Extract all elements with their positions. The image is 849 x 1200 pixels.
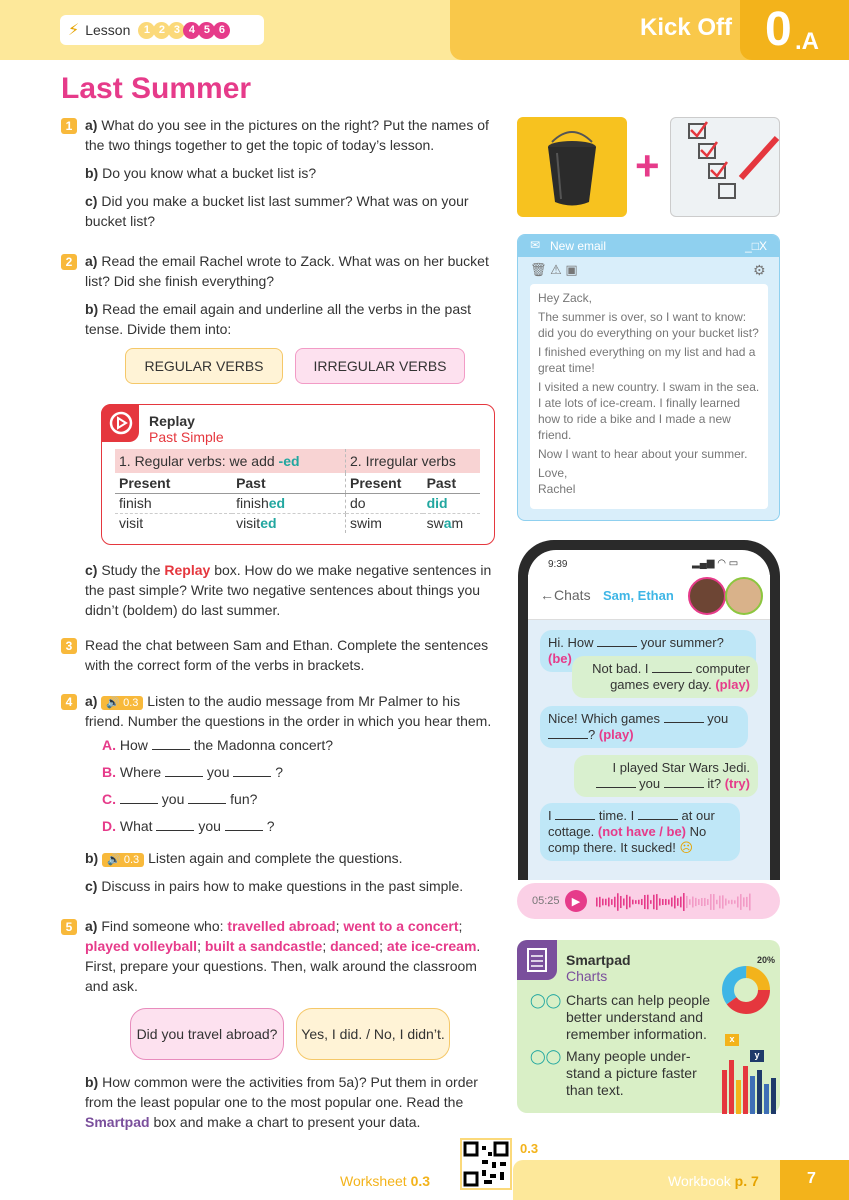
- avatar: [688, 577, 726, 615]
- waveform-bar: [719, 896, 721, 909]
- waveform-bar: [713, 894, 715, 910]
- waveform-bar: [653, 895, 655, 909]
- question-d: D. What you ?: [102, 818, 275, 834]
- chat-message: I played Star Wars Jedi. you it? (try): [574, 755, 758, 797]
- play-icon: ▶: [571, 895, 581, 908]
- irregular-header: 2. Irregular verbs: [346, 449, 480, 473]
- trash-icon[interactable]: 🗑: [530, 262, 547, 277]
- lesson-dot: 2: [153, 22, 170, 39]
- ex5-b: b) How common were the activities from 5a)? Put them in order from the least popular one to the most popular one. Read the Smartpad box and make a chart to present your data.: [85, 1074, 478, 1130]
- y-label: y: [750, 1050, 764, 1062]
- waveform-bar: [650, 900, 652, 904]
- table-row: finish finished do did: [115, 493, 480, 513]
- waveform-bar: [632, 900, 634, 905]
- waveform-bar: [683, 893, 685, 911]
- lesson-indicator: [60, 15, 264, 45]
- ex1-a: a) What do you see in the pictures on the right? Put the names of the two things together to get the topic of today’s lesson.: [85, 117, 489, 153]
- waveform-bar: [656, 894, 658, 910]
- audio-track[interactable]: 🔊 0.3: [101, 696, 143, 710]
- smartpad-subtitle: Charts: [566, 968, 608, 984]
- notepad-icon: [517, 940, 557, 980]
- glasses-icon: ◯◯: [530, 1048, 562, 1064]
- play-button[interactable]: [565, 890, 587, 912]
- qr-code[interactable]: [460, 1138, 512, 1190]
- ex1-b: b) Do you know what a bucket list is?: [85, 165, 317, 181]
- x-label: x: [725, 1034, 739, 1046]
- section-title: Kick Off: [640, 14, 733, 41]
- waveform-bar: [674, 896, 676, 909]
- waveform-bar: [689, 899, 691, 905]
- waveform-bar: [677, 898, 679, 906]
- waveform-bar: [701, 898, 703, 906]
- waveform-bar: [692, 897, 694, 908]
- worksheet-ref: Worksheet 0.3: [340, 1173, 431, 1189]
- waveform-bar: [731, 900, 733, 904]
- ex2-b: b) Read the email again and underline all the verbs in the past tense. Divide them into:: [85, 301, 472, 337]
- waveform-bar: [704, 898, 706, 906]
- replay-icon: [101, 404, 139, 442]
- checklist-picture: [670, 117, 780, 217]
- waveform-bar: [662, 899, 664, 905]
- lesson-dot: 1: [138, 22, 155, 39]
- replay-subtitle: Past Simple: [149, 429, 224, 445]
- exercise-number: 4: [61, 694, 77, 710]
- waveform-bar: [716, 900, 718, 904]
- speech-bubble-question: Did you travel abroad?: [130, 1008, 284, 1060]
- email-body: [530, 284, 768, 509]
- waveform-bar: [614, 897, 616, 908]
- waveform-bar: [623, 898, 625, 905]
- exercise-number: 5: [61, 919, 77, 935]
- bar-chart-icon: [720, 1050, 778, 1117]
- col-past: Past: [423, 473, 480, 493]
- ex2-c: c) Study the Replay box. How do we make negative sentences in the past simple? Write two negative sentences about things you didn’t (boldem) do last summer.: [85, 562, 492, 618]
- waveform-bar: [740, 894, 742, 910]
- mail-icon: ✉: [530, 238, 541, 252]
- page-title: Last Summer: [61, 72, 252, 105]
- table-row: visit visited swim swam: [115, 513, 480, 533]
- waveform-bar: [620, 896, 622, 908]
- waveform-bar: [635, 900, 637, 904]
- lesson-dot: 5: [198, 22, 215, 39]
- avatar: [725, 577, 763, 615]
- unit-sub: .A: [795, 28, 819, 55]
- waveform-bar: [734, 900, 736, 903]
- window-controls[interactable]: _□X: [745, 239, 767, 253]
- audio-track[interactable]: 🔊 0.3: [102, 853, 144, 867]
- waveform-bar: [617, 893, 619, 911]
- email-toolbar: [530, 262, 578, 278]
- ex5-a: a) Find someone who: travelled abroad; went to a concert; played volleyball; built a sandcastle; danced; ate ice-cream. First, prepare your questions. Then, walk around the classroom and ask.: [85, 918, 481, 994]
- email-paragraph: I visited a new country. I swam in the sea. I ate lots of ice-cream. I finally learned how to ride a bike and I made a new friend.: [538, 380, 760, 442]
- email-paragraph: Now I want to hear about your summer.: [538, 447, 748, 461]
- waveform: [596, 890, 756, 917]
- irregular-verbs-box: IRREGULAR VERBS: [295, 348, 465, 384]
- waveform-bar: [671, 898, 673, 907]
- ex4-a: a) 🔊 0.3 Listen to the audio message from Mr Palmer to his friend. Number the questions in the order in which you hear them.: [85, 693, 492, 729]
- exercise-number: 1: [61, 118, 77, 134]
- waveform-bar: [707, 899, 709, 905]
- warning-icon[interactable]: ⚠: [550, 262, 562, 277]
- unit-number: 0: [765, 3, 792, 56]
- back-button[interactable]: ←Chats: [540, 587, 591, 603]
- exercise-number: 3: [61, 638, 77, 654]
- replay-title: Replay: [149, 413, 195, 429]
- chart-percent: 20%: [757, 955, 776, 965]
- regular-header: 1. Regular verbs: we add -ed: [115, 449, 346, 473]
- col-past: Past: [232, 473, 345, 493]
- lightning-icon: ⚡: [68, 22, 80, 39]
- chat-message: Nice! Which games you ? (play): [540, 706, 748, 748]
- waveform-bar: [641, 899, 643, 905]
- waveform-bar: [668, 899, 670, 904]
- phone-time: 9:39: [548, 559, 568, 570]
- email-paragraph: I finished everything on my list and had a great time!: [538, 345, 756, 375]
- col-present: Present: [115, 473, 232, 493]
- lesson-dot: 6: [213, 22, 230, 39]
- waveform-bar: [695, 898, 697, 906]
- chat-message: Hi. How your summer? (be): [540, 630, 756, 672]
- chat-participants: Sam, Ethan: [603, 588, 674, 603]
- donut-chart-icon: [718, 962, 774, 1021]
- lesson-dot: 3: [168, 22, 185, 39]
- waveform-bar: [602, 899, 604, 906]
- back-arrow-icon: ←: [540, 587, 554, 603]
- image-icon[interactable]: ▣: [565, 262, 578, 277]
- smartpad-tip: Charts can help people better understand and remember information.: [566, 992, 710, 1042]
- smartpad-tip: Many people under-stand a picture faster than text.: [566, 1048, 697, 1098]
- col-present: Present: [346, 473, 423, 493]
- waveform-bar: [680, 897, 682, 908]
- sad-face-icon: ☹: [679, 840, 694, 855]
- chat-message: I time. I at our cottage. (not have / be) No comp there. It sucked! ☹: [540, 803, 740, 861]
- waveform-bar: [746, 897, 748, 907]
- waveform-bar: [599, 897, 601, 907]
- waveform-bar: [749, 894, 751, 911]
- waveform-bar: [605, 899, 607, 905]
- workbook-ref: Workbook p. 7: [668, 1173, 759, 1189]
- waveform-bar: [665, 899, 667, 905]
- waveform-bar: [659, 898, 661, 905]
- waveform-bar: [611, 899, 613, 905]
- glasses-icon: ◯◯: [530, 992, 562, 1008]
- waveform-bar: [596, 898, 598, 907]
- waveform-bar: [638, 900, 640, 904]
- ex3-text: Read the chat between Sam and Ethan. Complete the sentences with the correct form of the verbs in brackets.: [85, 637, 489, 673]
- lesson-dot-current: 4: [183, 22, 200, 39]
- question-a: A. How the Madonna concert?: [102, 737, 334, 753]
- waveform-bar: [728, 900, 730, 903]
- ex1-c: c) Did you make a bucket list last summer? What was on your bucket list?: [85, 193, 469, 229]
- waveform-bar: [698, 899, 700, 905]
- smartpad-title: Smartpad: [566, 952, 631, 968]
- plus-icon: +: [635, 142, 660, 189]
- waveform-bar: [647, 895, 649, 910]
- email-paragraph: The summer is over, so I want to know: did you do everything on your bucket list?: [538, 310, 759, 340]
- waveform-bar: [737, 896, 739, 907]
- waveform-bar: [710, 894, 712, 910]
- qr-label: 0.3: [520, 1141, 539, 1156]
- speech-bubble-answer: Yes, I did. / No, I didn’t.: [296, 1008, 450, 1060]
- waveform-bar: [722, 895, 724, 908]
- regular-verbs-box: REGULAR VERBS: [125, 348, 283, 384]
- replay-table: [115, 449, 480, 533]
- ex2-a: a) Read the email Rachel wrote to Zack. What was on her bucket list? Did she finish everything?: [85, 253, 489, 289]
- waveform-bar: [626, 895, 628, 909]
- status-icons: ▂▄▆ ◠ ▭: [692, 558, 739, 569]
- exercise-number: 2: [61, 254, 77, 270]
- bucket-picture: [517, 117, 627, 217]
- voice-duration: 05:25: [532, 895, 560, 907]
- waveform-bar: [629, 897, 631, 908]
- waveform-bar: [725, 899, 727, 906]
- waveform-bar: [743, 897, 745, 906]
- chat-message: Not bad. I computer games every day. (play): [572, 656, 758, 698]
- waveform-bar: [686, 896, 688, 908]
- email-greeting: Hey Zack,: [538, 291, 593, 305]
- ex4-b: b) 🔊 0.3 Listen again and complete the questions.: [85, 850, 403, 866]
- question-c: C. you fun?: [102, 791, 258, 807]
- email-titlebar: ✉ New email _□X: [518, 235, 779, 257]
- question-b: B. Where you ?: [102, 764, 284, 780]
- waveform-bar: [608, 898, 610, 907]
- settings-icon[interactable]: ⚙: [753, 262, 766, 278]
- page-number: 7: [807, 1170, 816, 1187]
- email-signature: Rachel: [538, 482, 576, 496]
- email-signoff: Love,: [538, 466, 568, 480]
- waveform-bar: [644, 895, 646, 909]
- ex4-c: c) Discuss in pairs how to make questions in the past simple.: [85, 878, 464, 894]
- lesson-label: Lesson: [85, 22, 131, 38]
